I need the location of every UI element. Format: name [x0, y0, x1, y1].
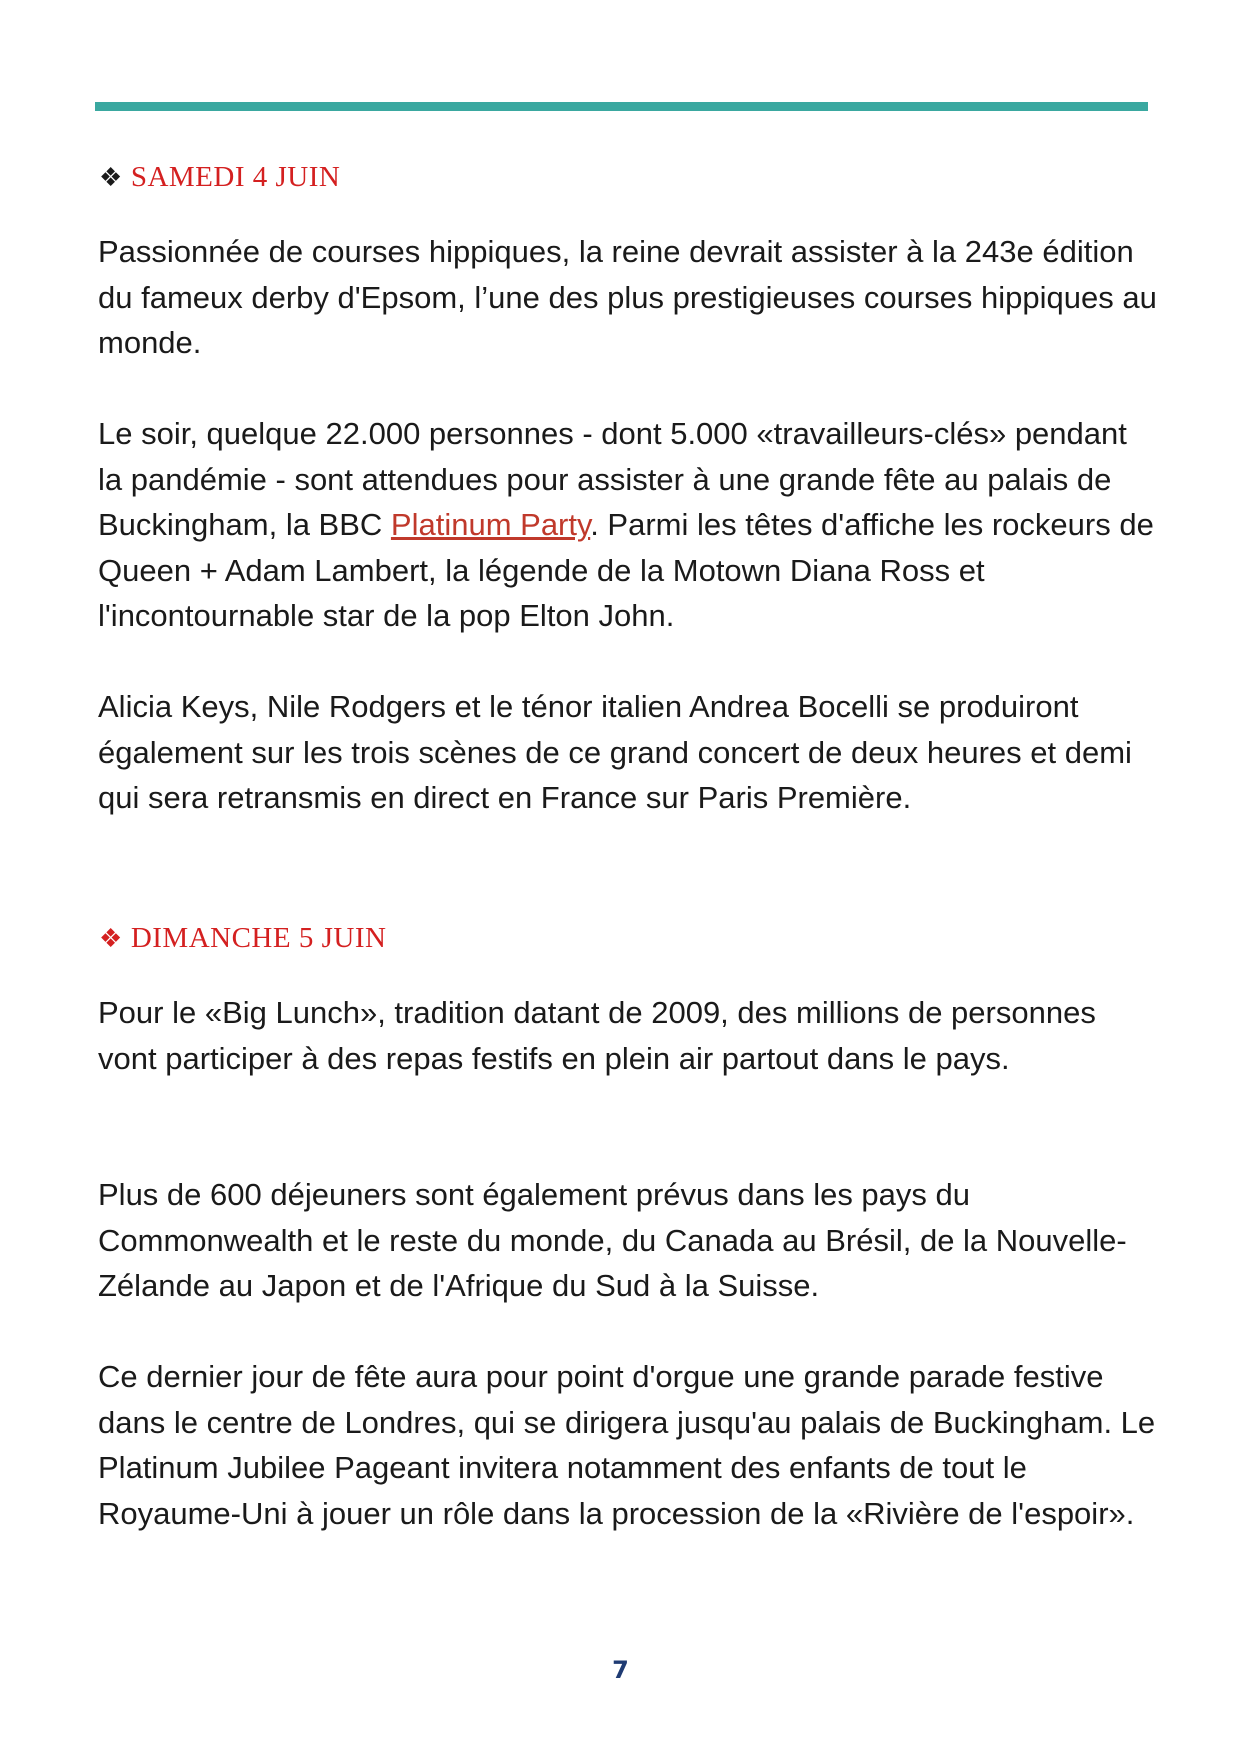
header-rule	[95, 102, 1148, 111]
section-heading-dimanche	[99, 924, 386, 953]
paragraph: Plus de 600 déjeuners sont également prévus dans les pays du Commonwealth et le reste du monde, du Canada au Brésil, de la Nouvelle-Zélande au Japon et de l'Afrique du Sud à la Suisse.	[98, 1177, 1127, 1303]
platinum-party-link[interactable]: Platinum Party	[390, 507, 591, 542]
diamond-bullet-icon: ❖	[99, 163, 123, 192]
paragraph: Ce dernier jour de fête aura pour point d'orgue une grande parade festive dans le centre de Londres, qui se dirigera jusqu'au palais de Buckingham. Le Platinum Jubilee Pageant invitera notamment des enfants de tout le Royaume-Uni à jouer un rôle dans la procession de la «Rivière de l'espoir».	[98, 1359, 1156, 1531]
paragraph-text: . Parmi les têtes d'affiche les rockeurs de Queen + Adam Lambert, la légende de la Motown Diana Ross et l'incontournable star de la pop Elton John.	[98, 507, 1154, 633]
paragraph-text: Le soir, quelque 22.000 personnes - dont 5.000 «travailleurs-clés» pendant la pandémie - sont attendues pour assister à une grande fête au palais de Buckingham, la BBC	[98, 416, 1127, 542]
paragraph: Passionnée de courses hippiques, la reine devrait assister à la 243e édition du fameux derby d'Epsom, l’une des plus prestigieuses courses hippiques au monde.	[98, 234, 1157, 360]
section-heading-text: SAMEDI 4 JUIN	[130, 161, 341, 193]
paragraph: Pour le «Big Lunch», tradition datant de 2009, des millions de personnes vont participer à des repas festifs en plein air partout dans le pays.	[98, 995, 1096, 1076]
diamond-bullet-icon: ❖	[99, 924, 123, 953]
paragraph: Alicia Keys, Nile Rodgers et le ténor italien Andrea Bocelli se produiront également sur les trois scènes de ce grand concert de deux heures et demi qui sera retransmis en direct en France sur Paris Première.	[98, 689, 1132, 815]
page-number: 7	[612, 1656, 629, 1684]
section-heading-text: DIMANCHE 5 JUIN	[130, 922, 387, 954]
paragraph	[98, 411, 1158, 639]
section-heading-samedi	[99, 163, 340, 192]
